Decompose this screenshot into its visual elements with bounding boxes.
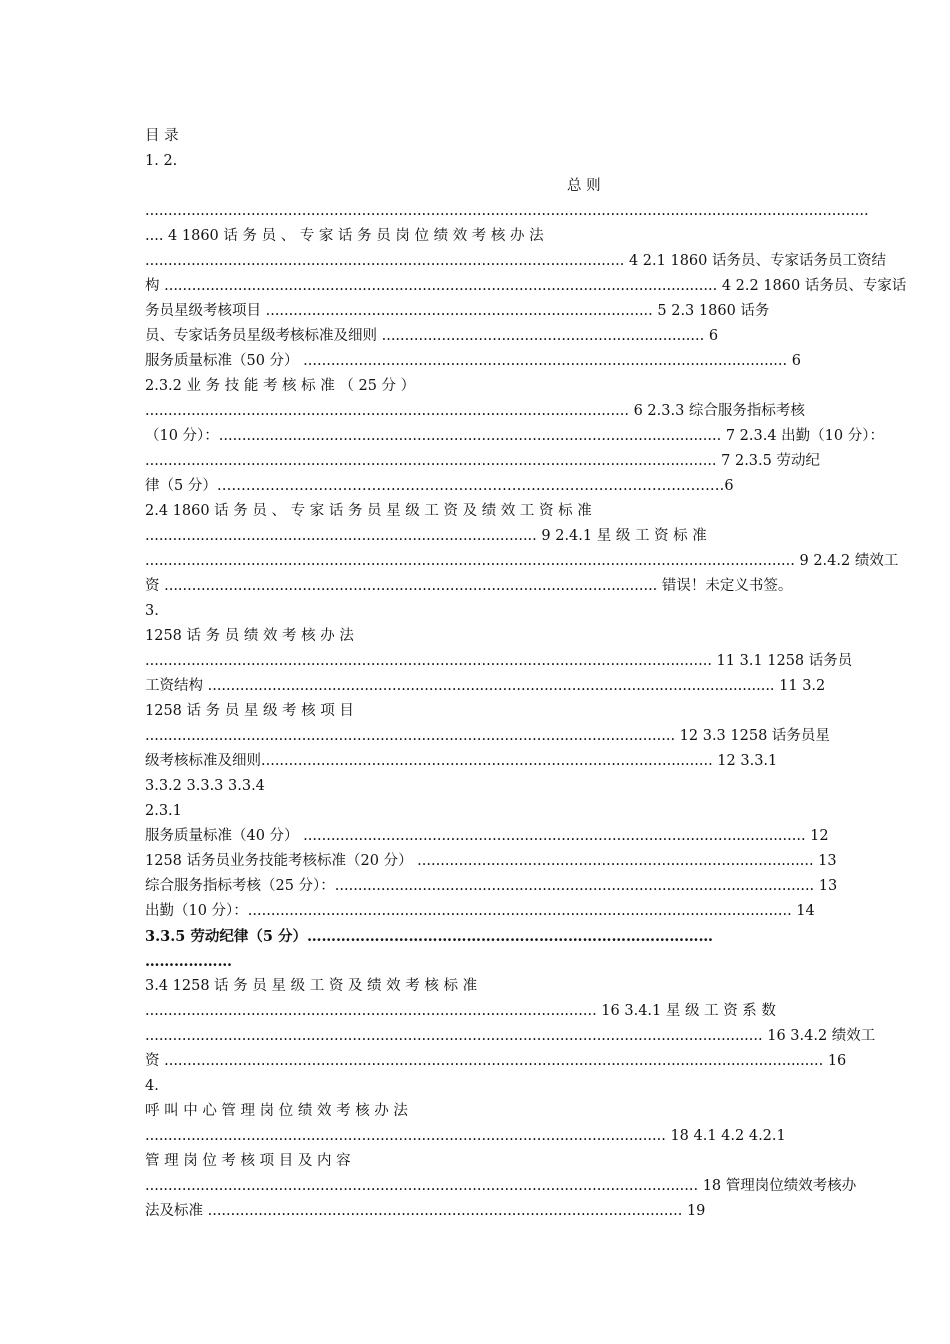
- toc-line: ........................................................................................................................ 18 管理岗位绩效考核办: [145, 1178, 857, 1194]
- toc-line: 务员星级考核项目 .................................................................................... 5 2.3 1860 话务: [145, 303, 770, 319]
- toc-line: 服务质量标准（40 分） ............................................................................................................. 12: [145, 828, 829, 844]
- toc-line: 1258 话 务 员 星 级 考 核 项 目: [145, 703, 354, 719]
- toc-line: 出勤（10 分）：...................................................................................................................... 14: [145, 903, 815, 919]
- toc-line: 级考核标准及细则.................................................................................................. 12 3.3.1: [145, 753, 778, 769]
- toc-line: （10 分）：............................................................................................................. 7 2.3.4 出勤（10 分）：: [145, 428, 884, 444]
- toc-line: ................................................................................................................... 12 3.3 1258 话务员星: [145, 728, 830, 744]
- toc-line: 1258 话 务 员 绩 效 考 核 办 法: [145, 628, 354, 644]
- toc-line: ………………: [145, 953, 232, 970]
- toc-line: ..................................................................................... 9 2.4.1 星 级 工 资 标 准: [145, 528, 707, 544]
- toc-line: ...................................................................................................................................... 16 3.4.2 绩效工: [145, 1028, 876, 1044]
- toc-line: ............................................................................................................................................. 9 2.4.2 绩效工: [145, 553, 899, 569]
- toc-line: 3.3.5 劳动纪律（5 分）…………………………………………………………………………: [145, 928, 714, 945]
- toc-line: 2.4 1860 话 务 员 、 专 家 话 务 员 星 级 工 资 及 绩 效 工 资 标 准: [145, 503, 592, 519]
- toc-title: 目 录: [145, 128, 179, 144]
- toc-line: 资 ............................................................................................................................................... 16: [145, 1053, 847, 1069]
- toc-line: 律（5 分）……………………………………………………………………………………………6: [145, 478, 734, 494]
- toc-line: 管 理 岗 位 考 核 项 目 及 内 容: [145, 1153, 351, 1169]
- toc-line: ............................................................................................................................ 7 2.3.5 劳动纪: [145, 453, 820, 469]
- toc-line: 4.: [145, 1078, 159, 1094]
- toc-line: ........................................................................................................................... 11 3.1 1258 话务员: [145, 653, 853, 669]
- toc-line: ........................................................................................................ 4 2.1 1860 话务员、专家话务员工资结: [145, 253, 886, 269]
- toc-line: 2.3.1: [145, 803, 182, 819]
- toc-line: 法及标准 ....................................................................................................... 19: [145, 1203, 706, 1219]
- toc-line: 综合服务指标考核（25 分）：........................................................................................................ 13: [145, 878, 838, 894]
- toc-line: 1258 话务员业务技能考核标准（20 分） ...................................................................................... 13: [145, 853, 837, 869]
- toc-line: .............................................................................................................................................................: [145, 203, 869, 219]
- toc-line: 资 ........................................................................................................... 错误！未定义书签。: [145, 578, 793, 594]
- toc-line: .... 4 1860 话 务 员 、 专 家 话 务 员 岗 位 绩 效 考 核 办 法: [145, 228, 544, 244]
- toc-line: 3.3.2 3.3.3 3.3.4: [145, 778, 265, 794]
- toc-line: ................................................................................................................. 18 4.1 4.2 4.2.1: [145, 1128, 786, 1144]
- toc-line: 构 ........................................................................................................................ 4 2.2 1860 话务员、专家话: [145, 278, 907, 294]
- toc-line: 呼 叫 中 心 管 理 岗 位 绩 效 考 核 办 法: [145, 1103, 408, 1119]
- toc-line: 3.: [145, 603, 159, 619]
- toc-line: ......................................................................................................... 6 2.3.3 综合服务指标考核: [145, 403, 805, 419]
- toc-line: 3.4 1258 话 务 员 星 级 工 资 及 绩 效 考 核 标 准: [145, 978, 478, 994]
- toc-line: 服务质量标准（50 分） ......................................................................................................... 6: [145, 353, 801, 369]
- toc-line: 1. 2.: [145, 153, 178, 169]
- toc-line: 工资结构 ........................................................................................................................... 11 3.2: [145, 678, 826, 694]
- toc-line: 员、专家话务员星级考核标准及细则 ...................................................................... 6: [145, 328, 719, 344]
- toc-line: 2.3.2 业 务 技 能 考 核 标 准 （ 25 分 ）: [145, 378, 416, 394]
- toc-line: 总 则: [567, 178, 601, 194]
- toc-line: .................................................................................................. 16 3.4.1 星 级 工 资 系 数: [145, 1003, 776, 1019]
